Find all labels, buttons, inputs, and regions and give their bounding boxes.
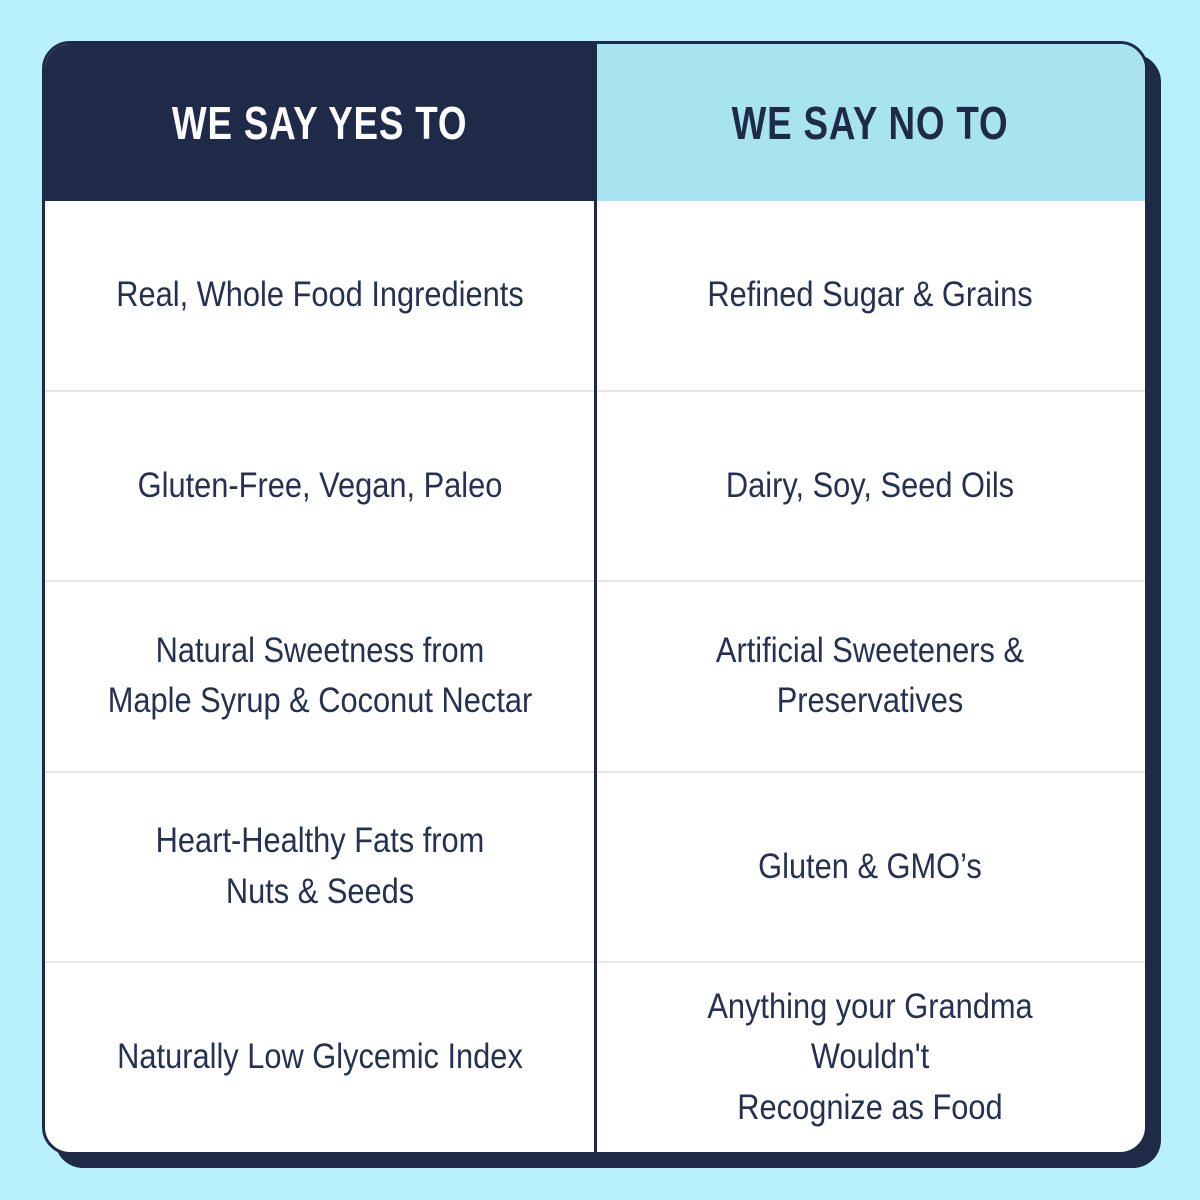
header-no-label: WE SAY NO TO [731, 96, 1009, 149]
header-cell-yes [45, 44, 595, 201]
comparison-card [42, 41, 1148, 1155]
cell-text: Heart-Healthy Fats from Nuts & Seeds [155, 821, 485, 912]
cell-yes [45, 392, 595, 581]
cell-yes [45, 201, 595, 390]
cell-yes [45, 963, 595, 1152]
cell-no [595, 773, 1145, 962]
cell-no [595, 963, 1145, 1152]
column-divider [594, 44, 597, 1152]
header-yes-label: WE SAY YES TO [172, 96, 468, 149]
cell-text: Real, Whole Food Ingredients [116, 274, 524, 314]
cell-text: Gluten-Free, Vegan, Paleo [137, 465, 503, 505]
header-cell-no [595, 44, 1145, 201]
cell-no [595, 582, 1145, 771]
cell-text: Anything your Grandma Wouldn't Recognize as Food [707, 986, 1033, 1128]
cell-yes [45, 582, 595, 771]
cell-text: Dairy, Soy, Seed Oils [725, 465, 1015, 505]
cell-text: Refined Sugar & Grains [707, 274, 1033, 314]
cell-text: Artificial Sweeteners & Preservatives [715, 630, 1025, 721]
cell-yes [45, 773, 595, 962]
cell-no [595, 392, 1145, 581]
cell-no [595, 201, 1145, 390]
cell-text: Gluten & GMO’s [758, 846, 982, 886]
cell-text: Natural Sweetness from Maple Syrup & Coconut Nectar [107, 630, 533, 721]
cell-text: Naturally Low Glycemic Index [117, 1037, 523, 1077]
